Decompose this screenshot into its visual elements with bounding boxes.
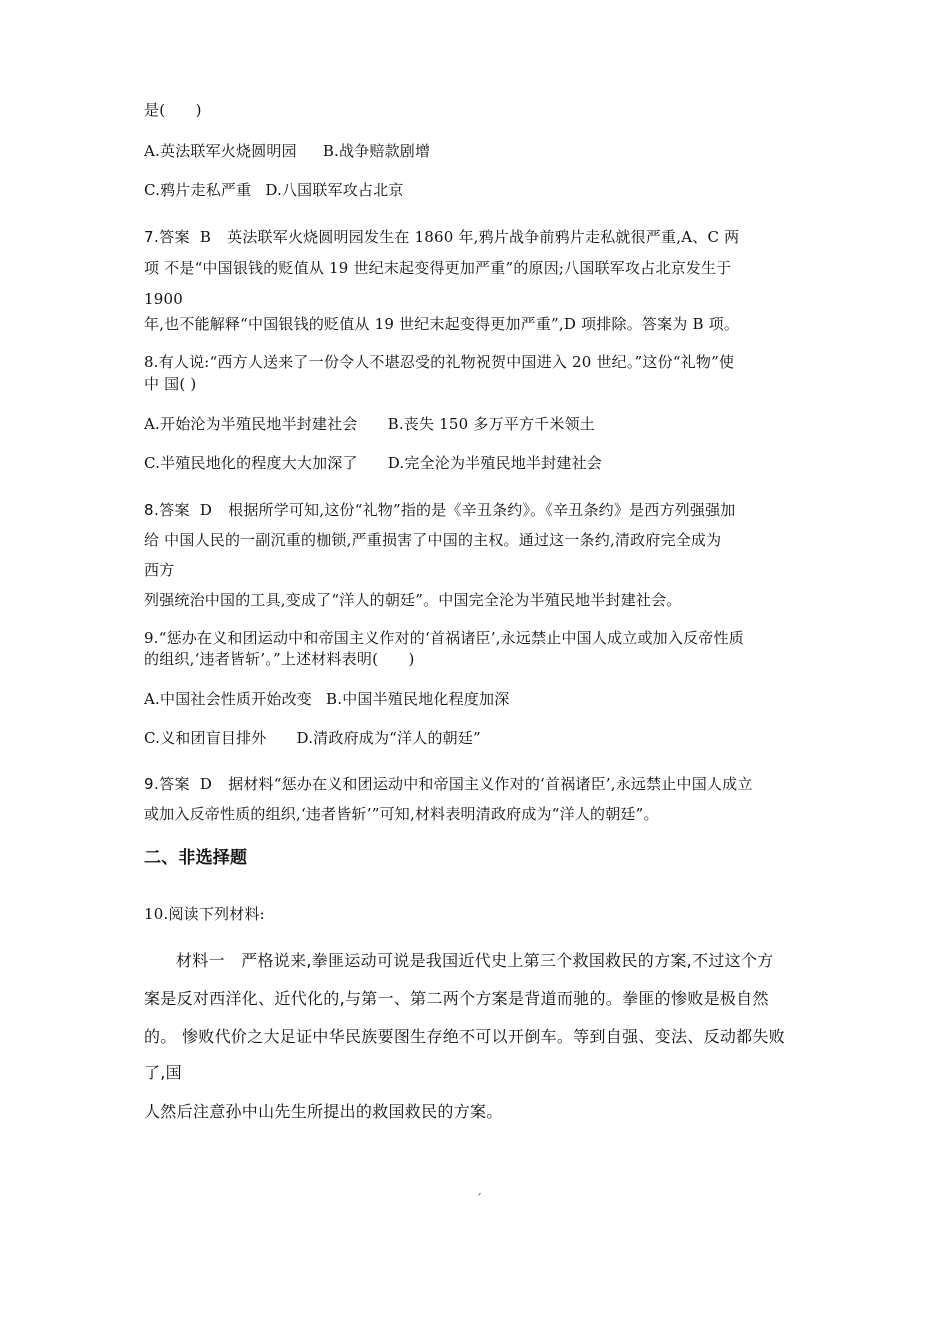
a8-explanation-1: 根据所学可知,这份“礼物”指的是《辛丑条约》。《辛丑条约》是西方列强强加: [228, 501, 736, 519]
a7-answer-label: 7.答案: [144, 228, 190, 246]
q9-options-ab: [144, 689, 509, 709]
q9-stem-1: 9.“惩办在义和团运动中和帝国主义作对的‘首祸诸臣’,永远禁止中国人成立或加入反帝性质: [144, 629, 744, 647]
a7-line3: 1900: [144, 290, 183, 308]
a9-answer-letter: D: [199, 775, 213, 793]
q9-option-b: B.中国半殖民地化程度加深: [326, 690, 510, 708]
q8-stem-2: 中 国( ): [144, 375, 197, 393]
a7-line1: [144, 227, 739, 247]
a7-line2: 项 不是“中国银钱的贬值从 19 世纪末起变得更加严重”的原因;八国联军攻占北京发生于: [144, 259, 732, 277]
q9-option-d: D.清政府成为“洋人的朝廷”: [296, 729, 481, 747]
a8-line4: 列强统治中国的工具,变成了“洋人的朝廷”。中国完全沦为半殖民地半封建社会。: [144, 591, 682, 609]
a9-answer-label: 9.答案: [144, 775, 190, 793]
q9-option-c: C.义和团盲目排外: [144, 729, 267, 747]
a8-answer-letter: D: [199, 501, 213, 519]
q6-option-c: C.鸦片走私严重: [144, 181, 252, 199]
material1-line1: 材料一 严格说来,拳匪运动可说是我国近代史上第三个救国救民的方案,不过这个方: [176, 951, 774, 970]
q9-stem-2: 的组织,‘违者皆斩’。”上述材料表明( ): [144, 650, 415, 668]
q10-intro: 10.阅读下列材料:: [144, 905, 265, 923]
a8-answer-label: 8.答案: [144, 501, 190, 519]
q9-option-a: A.中国社会性质开始改变: [144, 690, 313, 708]
q8-option-a: A.开始沦为半殖民地半封建社会: [144, 415, 358, 433]
material1-line3: 的。 惨败代价之大足证中华民族要图生存绝不可以开倒车。等到自强、变法、反动都失败: [144, 1027, 786, 1046]
section-title: 二、非选择题: [144, 848, 248, 868]
a9-line1: [144, 774, 753, 794]
a9-explanation-1: 据材料“惩办在义和团运动中和帝国主义作对的‘首祸诸臣’,永远禁止中国人成立: [228, 775, 753, 793]
q8-options-ab: [144, 414, 595, 434]
q8-options-cd: [144, 453, 602, 473]
q6-options-ab: [144, 141, 430, 161]
material1-line2: 案是反对西洋化、近代化的,与第一、第二两个方案是背道而驰的。拳匪的惨败是极自然: [144, 989, 769, 1008]
q9-options-cd: [144, 728, 481, 748]
material1-line5: 人然后注意孙中山先生所提出的救国救民的方案。: [144, 1102, 503, 1121]
material1-line4: 了,国: [144, 1063, 182, 1082]
q6-option-d: D.八国联军攻占北京: [265, 181, 404, 199]
a8-line3: 西方: [144, 561, 175, 579]
q6-options-cd: [144, 180, 404, 200]
q6-stem-tail: 是( ): [144, 101, 202, 119]
a8-line1: [144, 500, 735, 520]
a8-line2: 给 中国人民的一副沉重的枷锁,严重损害了中国的主权。通过这一条约,清政府完全成为: [144, 531, 722, 549]
q8-stem-1: 8.有人说:“西方人送来了一份令人不堪忍受的礼物祝贺中国进入 20 世纪。”这份“礼物”使: [144, 353, 735, 371]
q8-option-b: B.丧失 150 多万平方千米领土: [387, 415, 595, 433]
a7-line4: 年,也不能解释“中国银钱的贬值从 19 世纪末起变得更加严重”,D 项排除。答案为 B 项。: [144, 315, 740, 333]
a7-answer-letter: B: [199, 228, 212, 246]
q8-option-c: C.半殖民地化的程度大大加深了: [144, 454, 358, 472]
footer-mark: ´: [476, 1192, 482, 1206]
a9-line2: 或加入反帝性质的组织,‘违者皆斩’”可知,材料表明清政府成为“洋人的朝廷”。: [144, 805, 659, 823]
q8-option-d: D.完全沦为半殖民地半封建社会: [387, 454, 602, 472]
q6-option-a: A.英法联军火烧圆明园: [144, 142, 297, 160]
a7-explanation-1: 英法联军火烧圆明园发生在 1860 年,鸦片战争前鸦片走私就很严重,A、C 两: [227, 228, 740, 246]
q6-option-b: B.战争赔款剧增: [322, 142, 431, 160]
